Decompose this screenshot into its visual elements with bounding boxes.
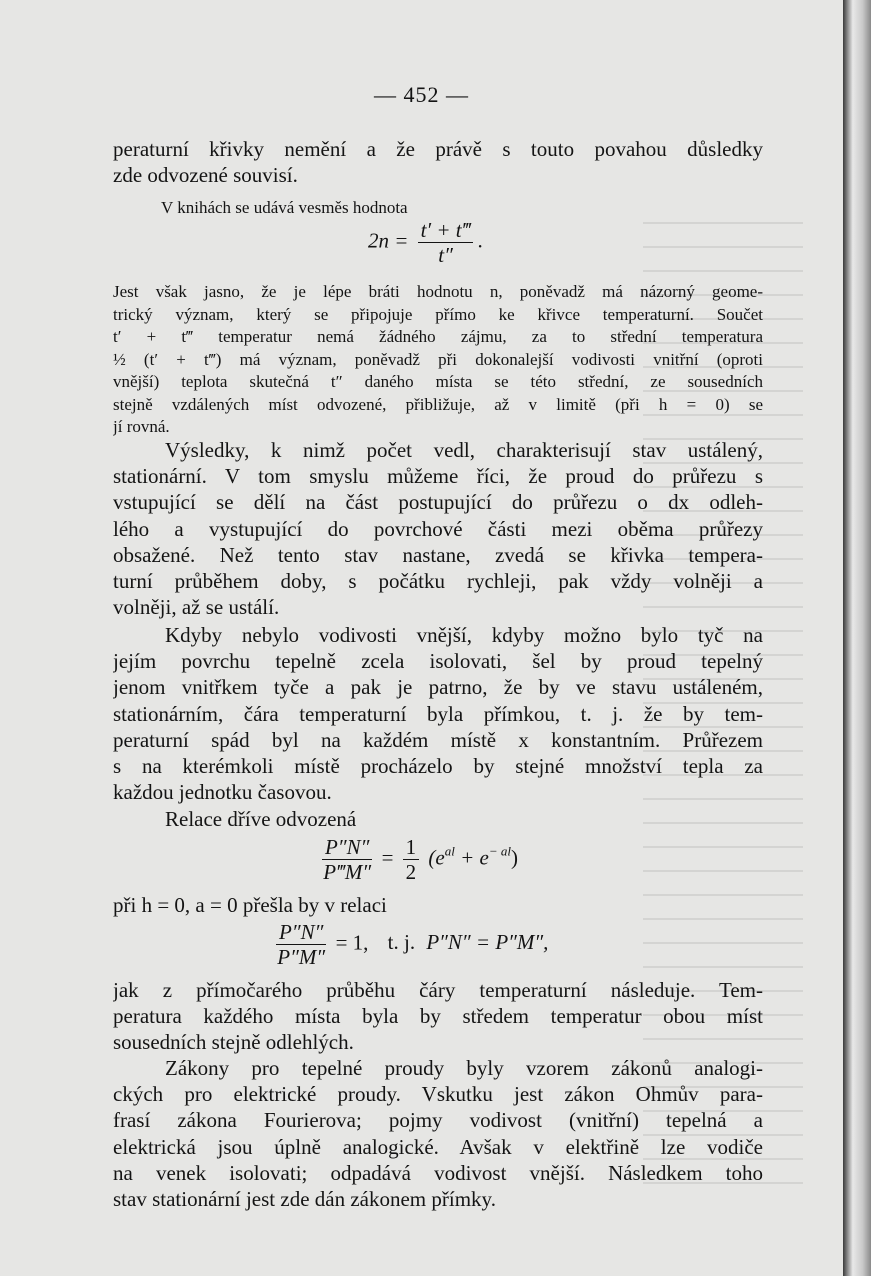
text-line: volněji, až se ustálí. [113,595,280,620]
text-line: stav stationární jest zde dán zákonem přímky. [113,1187,496,1212]
eq-term: ) [511,845,519,870]
text-line: vnější) teplota skutečná t″ daného místa se této střední, ze sousedních [113,372,763,391]
eq-half-num: 1 [403,835,420,860]
small-intro [113,197,763,220]
text-line: při h = 0, a = 0 přešla by v relaci [113,893,387,917]
text-line: lého a vystupující do povrchové části mezi oběma průřezy [113,516,763,541]
text-line: Výsledky, k nimž počet vedl, charakterisují stav ustálený, [165,438,763,462]
eq-denominator: t″ [438,243,453,267]
text-line: peraturní spád byl na každém místě x konstantním. Průřezem [113,727,763,752]
text-line: na venek isolovati; odpadává vodivost vnější. Následkem toho [113,1160,763,1185]
text-line: stejně vzdálených míst odvozené, přibližuje, až v limitě (při h = 0) se [113,394,763,414]
paragraph-5 [113,1055,763,1212]
eq-lhs: 2n = [368,228,409,253]
eq-term: + e [460,845,489,870]
eq-relation: P″N″ = P″M″, [426,930,549,955]
text-line: stationární. V tom smyslu můžeme říci, že proud do průřezu s [113,464,763,489]
paragraph-1 [113,136,763,188]
eq-fraction [418,218,474,267]
text-line: jak z přímočarého průběhu čáry temperaturní následuje. Tem- [113,978,763,1002]
text-line: t′ + t‴ temperatur nemá žádného zájmu, za to střední temperatura [113,327,763,346]
text-line: turní průběhem doby, s počátku rychleji, pak vždy volněji a [113,569,763,594]
equation-relace [318,835,518,884]
eq-equals: = [381,845,394,870]
relace-intro [113,806,763,832]
eq-exponent: − al [488,843,512,859]
eq-fraction [276,920,326,969]
eq-half-den: 2 [405,860,417,884]
text-line: trický význam, který se připojuje přímo ke křivce temperaturní. Součet [113,304,763,324]
text-line: vstupující se dělí na část postupující do průřezu o dx odleh- [113,490,763,515]
eq-exponent: al [444,843,455,859]
eq-half [403,835,420,884]
text-line: Relace dříve odvozená [165,807,357,831]
paragraph-4 [113,977,763,1056]
text-line: elektrická jsou úplně analogické. Avšak v elektřině lze vodiče [113,1134,763,1159]
eq-end: . [477,228,483,253]
text-line: zde odvozené souvisí. [113,163,298,188]
equation-relation [272,920,548,969]
text-line: sousedních stejně odlehlých. [113,1030,354,1055]
text-line: obsažené. Než tento stav nastane, zvedá se křivka tempera- [113,542,763,567]
text-line: stationárním, čára temperaturní byla přímkou, t. j. že by tem- [113,701,763,726]
eq-denominator: P‴M″ [323,860,372,884]
text-line: V knihách se udává vesměs hodnota [161,198,408,217]
eq-numerator: P″N″ [276,920,326,945]
text-line: s na kterémkoli místě procházelo by stejné množství tepla za [113,754,763,779]
eq-fraction [322,835,372,884]
eq-rhs: = 1, [335,930,369,955]
text-line: ckých pro elektrické proudy. Vskutku jest zákon Ohmův para- [113,1082,763,1107]
paragraph-2 [113,437,763,620]
eq-term: (e [428,845,445,870]
text-line: peratura každého místa byla by středem temperatur obou míst [113,1004,763,1029]
text-line: peraturní křivky nemění a že právě s touto povahou důsledky [113,137,763,161]
page-number: — 452 — [374,82,469,107]
text-line: každou jednotku časovou. [113,780,332,805]
text-line: Zákony pro tepelné proudy byly vzorem zákonů analogi- [165,1056,763,1080]
small-paragraph [113,281,763,439]
equation-2n [368,218,483,267]
text-line: ½ (t′ + t‴) má význam, poněvadž při dokonalejší vodivosti vnitřní (oproti [113,349,763,369]
eq-denominator: P″M″ [277,945,326,969]
paragraph-3 [113,622,763,805]
pri-line [113,892,763,918]
text-line: Kdyby nebylo vodivosti vnější, kdyby možno bylo tyč na [165,623,763,647]
eq-numerator: t′ + t‴ [418,218,474,243]
eq-numerator: P″N″ [322,835,372,860]
eq-tj: t. j. [387,930,416,955]
text-line: frasí zákona Fourierova; pojmy vodivost (vnitřní) tepelná a [113,1108,763,1133]
text-line: jejím povrchu tepelně zcela isolovati, šel by proud tepelný [113,649,763,674]
book-edge [843,0,871,1276]
text-line: Jest však jasno, že je lépe bráti hodnotu n, poněvadž má názorný geome- [113,282,763,301]
text-line: jí rovná. [113,417,170,436]
text-line: jenom vnitřkem tyče a pak je patrno, že by ve stavu ustáleném, [113,675,763,700]
